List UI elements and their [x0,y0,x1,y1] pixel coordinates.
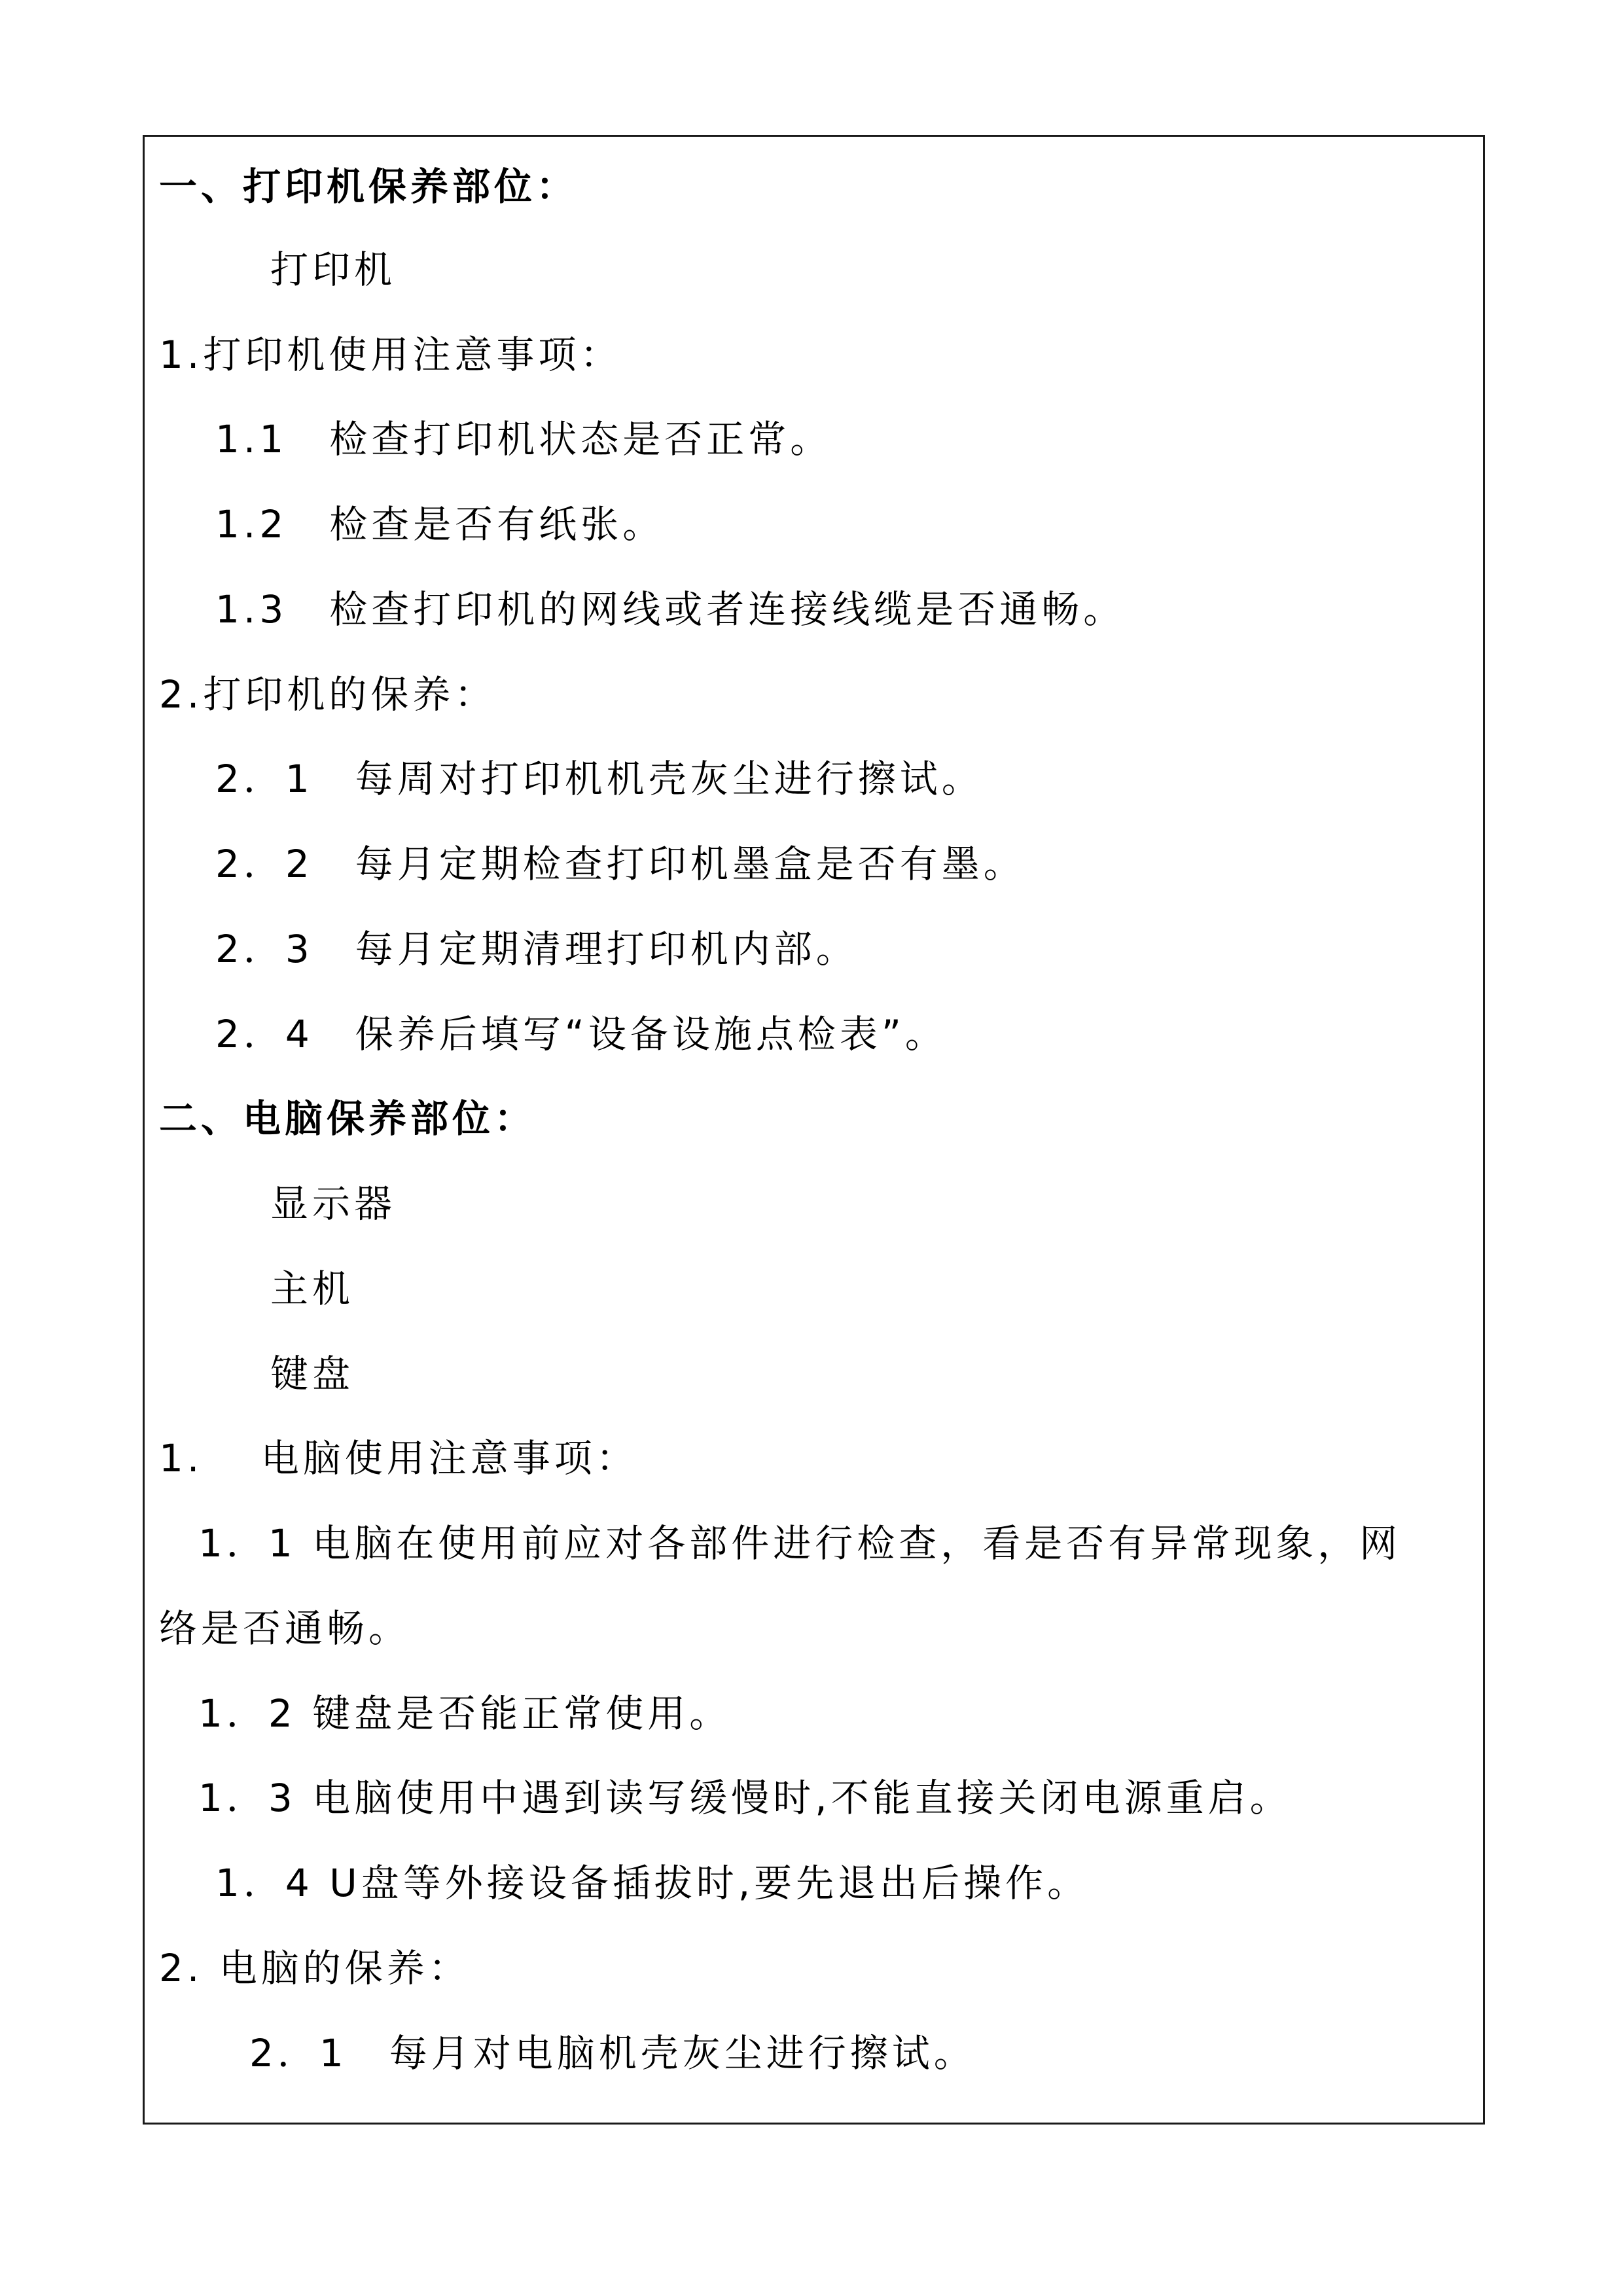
component-item-keyboard: 键盘 [270,1352,355,1396]
component-item-printer: 打印机 [270,247,397,292]
subheading-printer-usage: 1.打印机使用注意事项： [159,332,622,377]
subheading-printer-maintenance: 2.打印机的保养： [159,672,497,717]
section-heading-computer: 二、电脑保养部位： [159,1096,537,1141]
list-item: 1．4 U盘等外接设备插拔时,要先退出后操作。 [215,1861,1090,1905]
list-item: 2．1 每周对打印机机壳灰尘进行擦试。 [215,757,984,801]
list-item: 1.3 检查打印机的网线或者连接线缆是否通畅。 [215,587,1126,632]
list-item: 2．2 每月定期检查打印机墨盒是否有墨。 [215,842,1026,886]
list-item: 2．1 每月对电脑机壳灰尘进行擦试。 [249,2031,976,2075]
list-item: 1.2 检查是否有纸张。 [215,502,665,547]
list-item: 1．2 键盘是否能正常使用。 [198,1691,732,1736]
section-heading-printer: 一、打印机保养部位： [159,164,579,209]
list-item: 1．1 电脑在使用前应对各部件进行检查，看是否有异常现象，网 [198,1521,1402,1566]
component-item-monitor: 显示器 [270,1181,397,1226]
list-item: 1．3 电脑使用中遇到读写缓慢时,不能直接关闭电源重启。 [198,1776,1292,1820]
list-item: 2．3 每月定期清理打印机内部。 [215,927,858,971]
list-item: 2．4 保养后填写“设备设施点检表”。 [215,1012,947,1056]
document-frame [143,135,1485,2125]
subheading-computer-usage: 1. 电脑使用注意事项： [159,1436,638,1480]
list-item: 1.1 检查打印机状态是否正常。 [215,417,832,461]
component-item-host: 主机 [270,1266,355,1311]
subheading-computer-maintenance: 2. 电脑的保养： [159,1946,471,1990]
list-item-continuation: 络是否通畅。 [159,1606,411,1651]
